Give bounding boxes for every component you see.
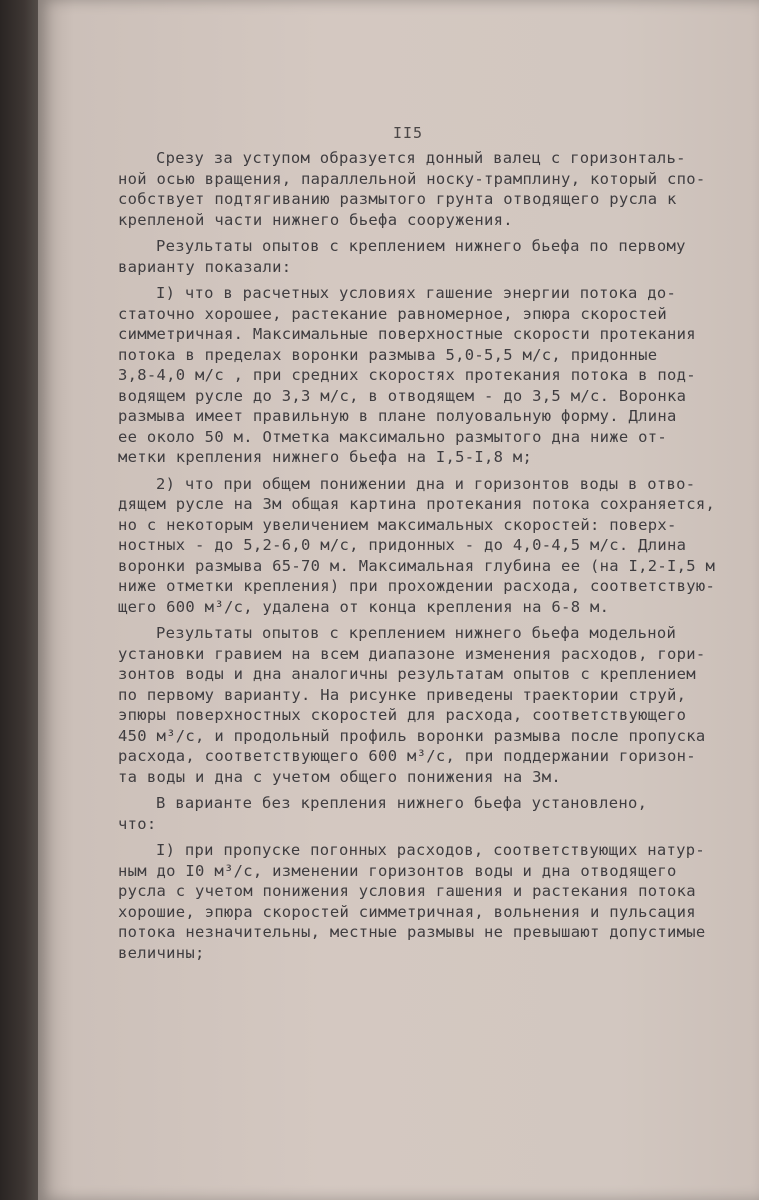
book-binding: [0, 0, 40, 1200]
text-line: 3,8-4,0 м/с , при средних скоростях протекания потока в под-: [118, 366, 696, 384]
text-line: Результаты опытов с креплением нижнего бьефа по первому: [156, 237, 686, 255]
text-line: хорошие, эпюра скоростей симметричная, вольнения и пульсация: [118, 902, 696, 921]
text-line: ниже отметки крепления) при прохождении расхода, соответствую-: [118, 577, 716, 595]
text-line: но с некоторым увеличением максимальных скоростей: поверх-: [118, 515, 677, 534]
text-line: дящем русле на 3м общая картина протекания потока сохраняется,: [118, 495, 716, 513]
text-line: ностных - до 5,2-6,0 м/с, придонных - до 4,0-4,5 м/с. Длина: [118, 536, 687, 554]
text-line: размыва имеет правильную в плане полуовальную форму. Длина: [118, 407, 677, 425]
text-line: по первому варианту. На рисунке приведены траектории струй,: [118, 685, 687, 704]
text-line: установки гравием на всем диапазоне изменения расходов, гори-: [118, 644, 706, 663]
text-line: потока незначительны, местные размывы не превышают допустимые: [118, 923, 706, 941]
text-line: В варианте без крепления нижнего бьефа установлено,: [156, 794, 648, 812]
text-line: симметричная. Максимальные поверхностные скорости протекания: [118, 325, 696, 343]
text-line: та воды и дна с учетом общего понижения на 3м.: [118, 767, 562, 786]
text-line: варианту показали:: [118, 257, 292, 276]
text-line: крепленой части нижнего бьефа сооружения.: [118, 210, 513, 229]
text-line: I) при пропуске погонных расходов, соответствующих натур-: [156, 841, 706, 859]
text-line: величины;: [118, 943, 205, 962]
text-line: расхода, соответствующего 600 м³/с, при поддержании горизон-: [118, 747, 696, 765]
text-line: Результаты опытов с креплением нижнего бьефа модельной: [156, 624, 677, 642]
text-line: ной осью вращения, параллельной носку-трамплину, который спо-: [118, 169, 706, 188]
text-line: ее около 50 м. Отметка максимально размытого дна ниже от-: [118, 427, 668, 446]
text-line: собствует подтягиванию размытого грунта отводящего русла к: [118, 190, 677, 208]
text-line: 2) что при общем понижении дна и горизонтов воды в отво-: [156, 474, 696, 493]
text-line: потока в пределах воронки размыва 5,0-5,5 м/с, придонные: [118, 345, 658, 364]
text-line: зонтов воды и дна аналогичны результатам опытов с креплением: [118, 665, 696, 683]
text-line: эпюры поверхностных скоростей для расхода, соответствующего: [118, 706, 687, 724]
text-line: русла с учетом понижения условия гашения и растекания потока: [118, 882, 696, 900]
text-line: I) что в расчетных условиях гашение энергии потока до-: [156, 284, 677, 302]
page-text: [118, 148, 718, 963]
page-number: II5: [393, 124, 424, 142]
text-line: метки крепления нижнего бьефа на I,5-I,8 м;: [118, 448, 533, 466]
text-line: что:: [118, 814, 157, 833]
text-line: Срезу за уступом образуется донный валец с горизонталь-: [156, 149, 686, 167]
text-line: водящем русле до 3,3 м/с, в отводящем - до 3,5 м/с. Воронка: [118, 386, 687, 405]
document-page: [38, 0, 759, 1200]
text-line: воронки размыва 65-70 м. Максимальная глубина ее (на I,2-I,5 м: [118, 556, 716, 575]
text-line: щего 600 м³/с, удалена от конца крепления на 6-8 м.: [118, 597, 610, 616]
text-line: ным до I0 м³/с, изменении горизонтов воды и дна отводящего: [118, 861, 677, 880]
text-line: 450 м³/с, и продольный профиль воронки размыва после пропуска: [118, 726, 706, 745]
text-line: статочно хорошее, растекание равномерное, эпюра скоростей: [118, 304, 668, 323]
